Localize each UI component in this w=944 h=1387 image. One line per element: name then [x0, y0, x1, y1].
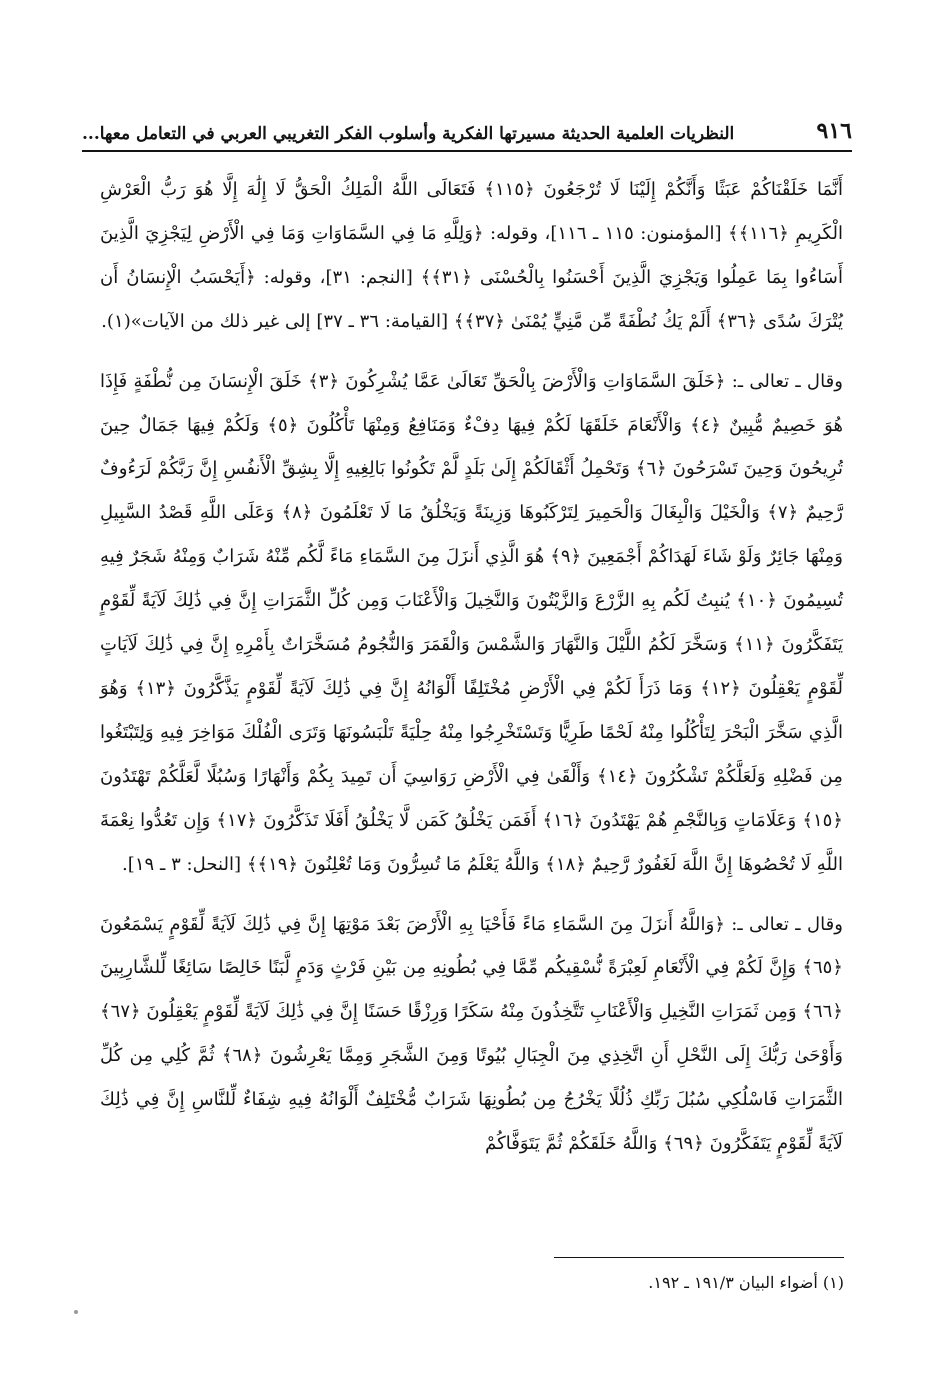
- running-title: النظريات العلمية الحديثة مسيرتها الفكرية وأسلوب الفكر التغريبي العربي في التعامل معها...: [82, 124, 735, 144]
- body-text: [100, 168, 843, 1182]
- page-number: ٩١٦: [816, 118, 852, 144]
- page-header: [82, 108, 852, 152]
- footnote-divider: [554, 1257, 844, 1258]
- paragraph-surah-an-nahl-65-70: وقال ـ تعالى ـ: ﴿وَاللَّهُ أَنزَلَ مِنَ السَّمَاءِ مَاءً فَأَحْيَا بِهِ الْأَرْضَ بَعْدَ مَوْتِهَا إِنَّ فِي ذَٰلِكَ لَآيَةً لِّقَوْمٍ يَسْمَعُونَ ﴿٦٥﴾ وَإِنَّ لَكُمْ فِي الْأَنْعَامِ لَعِبْرَةً نُّسْقِيكُم مِّمَّا فِي بُطُونِهِ مِن بَيْنِ فَرْثٍ وَدَمٍ لَّبَنًا خَالِصًا سَائِغًا لِّلشَّارِبِينَ ﴿٦٦﴾ وَمِن ثَمَرَاتِ النَّخِيلِ وَالْأَعْنَابِ تَتَّخِذُونَ مِنْهُ سَكَرًا وَرِزْقًا حَسَنًا إِنَّ فِي ذَٰلِكَ لَآيَةً لِّقَوْمٍ يَعْقِلُونَ ﴿٦٧﴾ وَأَوْحَىٰ رَبُّكَ إِلَى النَّحْلِ أَنِ اتَّخِذِي مِنَ الْجِبَالِ بُيُوتًا وَمِنَ الشَّجَرِ وَمِمَّا يَعْرِشُونَ ﴿٦٨﴾ ثُمَّ كُلِي مِن كُلِّ الثَّمَرَاتِ فَاسْلُكِي سُبُلَ رَبِّكِ ذُلُلًا يَخْرُجُ مِن بُطُونِهَا شَرَابٌ مُّخْتَلِفٌ أَلْوَانُهُ فِيهِ شِفَاءٌ لِّلنَّاسِ إِنَّ فِي ذَٰلِكَ لَآيَةً لِّقَوْمٍ يَتَفَكَّرُونَ ﴿٦٩﴾ وَاللَّهُ خَلَقَكُمْ ثُمَّ يَتَوَفَّاكُمْ: [100, 913, 843, 1155]
- paragraph-quran-citations: أَنَّمَا خَلَقْنَاكُمْ عَبَثًا وَأَنَّكُمْ إِلَيْنَا لَا تُرْجَعُونَ ﴿١١٥﴾ فَتَعَالَى اللَّهُ الْمَلِكُ الْحَقُّ لَا إِلَٰهَ إِلَّا هُوَ رَبُّ الْعَرْشِ الْكَرِيمِ ﴿١١٦﴾﴾ [المؤمنون: ١١٥ ـ ١١٦]، وقوله: ﴿وَلِلَّهِ مَا فِي السَّمَاوَاتِ وَمَا فِي الْأَرْضِ لِيَجْزِيَ الَّذِينَ أَسَاءُوا بِمَا عَمِلُوا وَيَجْزِيَ الَّذِينَ أَحْسَنُوا بِالْحُسْنَى ﴿٣١﴾﴾ [النجم: ٣١]، وقوله: ﴿أَيَحْسَبُ الْإِنسَانُ أَن يُتْرَكَ سُدًى ﴿٣٦﴾ أَلَمْ يَكُ نُطْفَةً مِّن مَّنِيٍّ يُمْنَىٰ ﴿٣٧﴾﴾ [القيامة: ٣٦ ـ ٣٧] إلى غير ذلك من الآيات»(١).: [100, 179, 844, 332]
- paragraph-surah-an-nahl-3-19: وقال ـ تعالى ـ: ﴿خَلَقَ السَّمَاوَاتِ وَالْأَرْضَ بِالْحَقِّ تَعَالَىٰ عَمَّا يُشْرِكُونَ ﴿٣﴾ خَلَقَ الْإِنسَانَ مِن نُّطْفَةٍ فَإِذَا هُوَ خَصِيمٌ مُّبِينٌ ﴿٤﴾ وَالْأَنْعَامَ خَلَقَهَا لَكُمْ فِيهَا دِفْءٌ وَمَنَافِعُ وَمِنْهَا تَأْكُلُونَ ﴿٥﴾ وَلَكُمْ فِيهَا جَمَالٌ حِينَ تُرِيحُونَ وَحِينَ تَسْرَحُونَ ﴿٦﴾ وَتَحْمِلُ أَثْقَالَكُمْ إِلَىٰ بَلَدٍ لَّمْ تَكُونُوا بَالِغِيهِ إِلَّا بِشِقِّ الْأَنفُسِ إِنَّ رَبَّكُمْ لَرَءُوفٌ رَّحِيمٌ ﴿٧﴾ وَالْخَيْلَ وَالْبِغَالَ وَالْحَمِيرَ لِتَرْكَبُوهَا وَزِينَةً وَيَخْلُقُ مَا لَا تَعْلَمُونَ ﴿٨﴾ وَعَلَى اللَّهِ قَصْدُ السَّبِيلِ وَمِنْهَا جَائِرٌ وَلَوْ شَاءَ لَهَدَاكُمْ أَجْمَعِينَ ﴿٩﴾ هُوَ الَّذِي أَنزَلَ مِنَ السَّمَاءِ مَاءً لَّكُم مِّنْهُ شَرَابٌ وَمِنْهُ شَجَرٌ فِيهِ تُسِيمُونَ ﴿١٠﴾ يُنبِتُ لَكُم بِهِ الزَّرْعَ وَالزَّيْتُونَ وَالنَّخِيلَ وَالْأَعْنَابَ وَمِن كُلِّ الثَّمَرَاتِ إِنَّ فِي ذَٰلِكَ لَآيَةً لِّقَوْمٍ يَتَفَكَّرُونَ ﴿١١﴾ وَسَخَّرَ لَكُمُ اللَّيْلَ وَالنَّهَارَ وَالشَّمْسَ وَالْقَمَرَ وَالنُّجُومُ مُسَخَّرَاتٌ بِأَمْرِهِ إِنَّ فِي ذَٰلِكَ لَآيَاتٍ لِّقَوْمٍ يَعْقِلُونَ ﴿١٢﴾ وَمَا ذَرَأَ لَكُمْ فِي الْأَرْضِ مُخْتَلِفًا أَلْوَانُهُ إِنَّ فِي ذَٰلِكَ لَآيَةً لِّقَوْمٍ يَذَّكَّرُونَ ﴿١٣﴾ وَهُوَ الَّذِي سَخَّرَ الْبَحْرَ لِتَأْكُلُوا مِنْهُ لَحْمًا طَرِيًّا وَتَسْتَخْرِجُوا مِنْهُ حِلْيَةً تَلْبَسُونَهَا وَتَرَى الْفُلْكَ مَوَاخِرَ فِيهِ وَلِتَبْتَغُوا مِن فَضْلِهِ وَلَعَلَّكُمْ تَشْكُرُونَ ﴿١٤﴾ وَأَلْقَىٰ فِي الْأَرْضِ رَوَاسِيَ أَن تَمِيدَ بِكُمْ وَأَنْهَارًا وَسُبُلًا لَّعَلَّكُمْ تَهْتَدُونَ ﴿١٥﴾ وَعَلَامَاتٍ وَبِالنَّجْمِ هُمْ يَهْتَدُونَ ﴿١٦﴾ أَفَمَن يَخْلُقُ كَمَن لَّا يَخْلُقُ أَفَلَا تَذَكَّرُونَ ﴿١٧﴾ وَإِن تَعُدُّوا نِعْمَةَ اللَّهِ لَا تُحْصُوهَا إِنَّ اللَّهَ لَغَفُورٌ رَّحِيمٌ ﴿١٨﴾ وَاللَّهُ يَعْلَمُ مَا تُسِرُّونَ وَمَا تُعْلِنُونَ ﴿١٩﴾﴾ [النحل: ٣ ـ ١٩].: [100, 370, 843, 875]
- scan-speck: [74, 1310, 78, 1314]
- footnote: (١) أضواء البيان ١٩١/٣ ـ ١٩٢.: [648, 1273, 844, 1292]
